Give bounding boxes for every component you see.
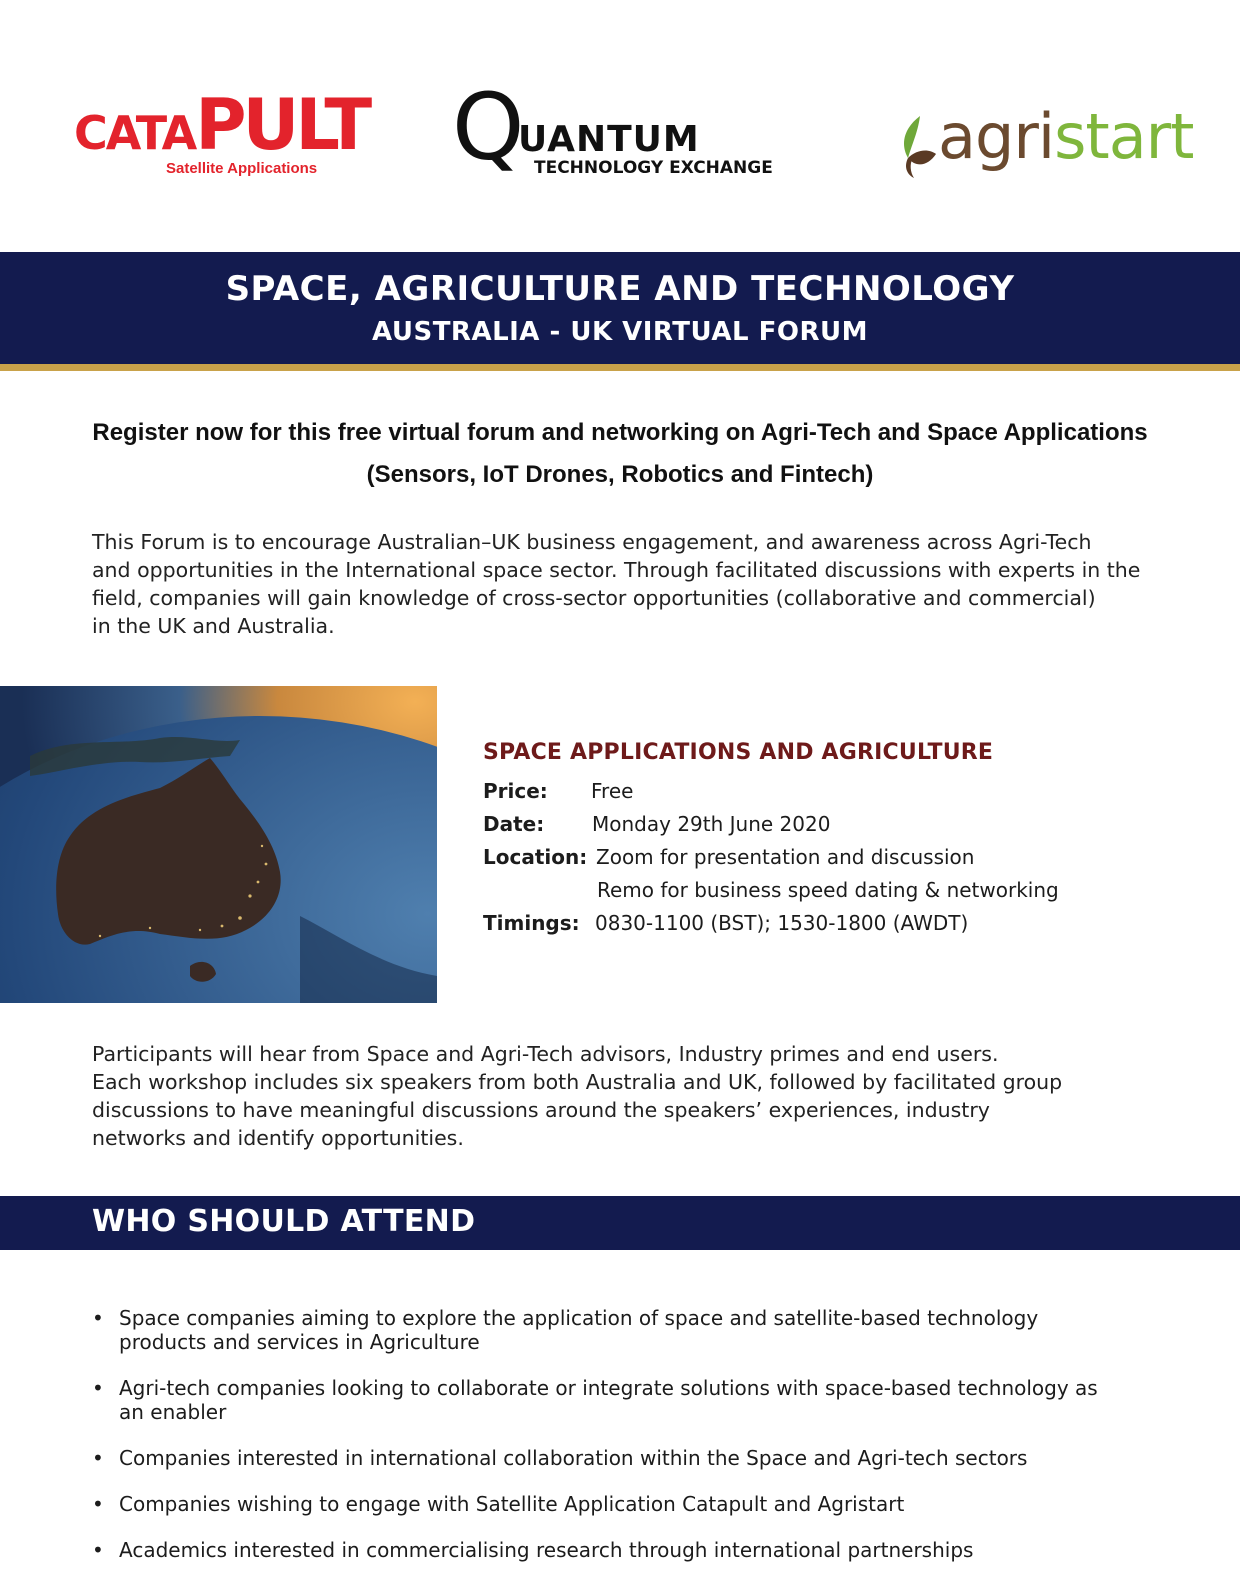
intro-line: and opportunities in the International space sector. Through facilitated discussions with experts in the (92, 558, 1141, 582)
intro-line: This Forum is to encourage Australian–UK business engagement, and awareness across Agri-Tech (92, 530, 1092, 554)
list-item (92, 1306, 1172, 1354)
list-item-line: Companies interested in international collaboration within the Space and Agri-tech sectors (119, 1446, 1028, 1470)
agristart-logo (898, 100, 1194, 188)
quantum-q-letter: Q (452, 74, 525, 181)
bullet-icon: • (92, 1306, 104, 1330)
agristart-part2: start (1054, 100, 1194, 173)
participants-line: Each workshop includes six speakers from both Australia and UK, followed by facilitated group (92, 1070, 1063, 1094)
price-value: Free (591, 779, 634, 803)
page-title: SPACE, AGRICULTURE AND TECHNOLOGY (225, 269, 1015, 309)
page-subtitle: AUSTRALIA - UK VIRTUAL FORUM (372, 317, 868, 348)
date-row (483, 808, 1203, 841)
timings-row (483, 907, 1203, 940)
catapult-wordmark (74, 84, 369, 166)
price-label: Price: (483, 779, 548, 803)
catapult-subtitle: Satellite Applications (166, 160, 318, 177)
bullet-icon: • (92, 1538, 104, 1562)
list-item-line: Agri-tech companies looking to collaborate or integrate solutions with space-based technology as (119, 1376, 1098, 1400)
location-value: Zoom for presentation and discussion (596, 845, 975, 869)
quantum-wordmark: UANTUM (518, 119, 700, 160)
quantum-logo (452, 74, 792, 188)
catapult-logo (74, 84, 369, 190)
location-value-2: Remo for business speed dating & networking (597, 878, 1059, 902)
intro-line: in the UK and Australia. (92, 614, 335, 638)
list-item-line: Companies wishing to engage with Satellite Application Catapult and Agristart (119, 1492, 905, 1516)
intro-line: field, companies will gain knowledge of cross-sector opportunities (collaborative and commercial) (92, 586, 1096, 610)
location-row-2 (483, 874, 1203, 907)
event-details (483, 740, 1203, 940)
participants-line: Participants will hear from Space and Agri-Tech advisors, Industry primes and end users. (92, 1042, 999, 1066)
intro-paragraph (92, 528, 1172, 640)
catapult-name-small: CATA (74, 106, 196, 160)
bullet-icon: • (92, 1492, 104, 1516)
list-item (92, 1376, 1172, 1424)
participants-line: networks and identify opportunities. (92, 1126, 464, 1150)
participants-line: discussions to have meaningful discussions around the speakers’ experiences, industry (92, 1098, 990, 1122)
list-item-line: an enabler (119, 1400, 227, 1424)
list-item (92, 1492, 1172, 1516)
title-banner (0, 252, 1240, 364)
register-line-2: (Sensors, IoT Drones, Robotics and Fintech) (366, 461, 874, 488)
timings-value: 0830-1100 (BST); 1530-1800 (AWDT) (595, 911, 969, 935)
register-heading (30, 412, 1210, 496)
price-row (483, 775, 1203, 808)
who-banner (0, 1196, 1240, 1250)
attendee-list (92, 1306, 1172, 1584)
list-item-line: products and services in Agriculture (119, 1330, 480, 1354)
register-line-1: Register now for this free virtual forum and networking on Agri-Tech and Space Applications (92, 419, 1148, 446)
gold-divider (0, 364, 1240, 371)
leaf-icon (898, 114, 938, 184)
event-title: SPACE APPLICATIONS AND AGRICULTURE (483, 740, 994, 765)
date-label: Date: (483, 812, 545, 836)
location-row (483, 841, 1203, 874)
earth-image (0, 686, 437, 1003)
agristart-part1: agri (938, 100, 1055, 173)
location-label: Location: (483, 845, 588, 869)
date-value: Monday 29th June 2020 (592, 812, 831, 836)
catapult-name-big: PULT (195, 84, 369, 166)
who-title: WHO SHOULD ATTEND (92, 1204, 476, 1239)
agristart-wordmark (938, 100, 1194, 173)
timings-label: Timings: (483, 911, 580, 935)
quantum-subtitle: TECHNOLOGY EXCHANGE (534, 158, 773, 178)
list-item (92, 1446, 1172, 1470)
participants-paragraph (92, 1040, 1172, 1152)
bullet-icon: • (92, 1376, 104, 1400)
list-item-line: Academics interested in commercialising research through international partnerships (119, 1538, 974, 1562)
list-item (92, 1538, 1172, 1562)
bullet-icon: • (92, 1446, 104, 1470)
list-item-line: Space companies aiming to explore the application of space and satellite-based technology (119, 1306, 1039, 1330)
